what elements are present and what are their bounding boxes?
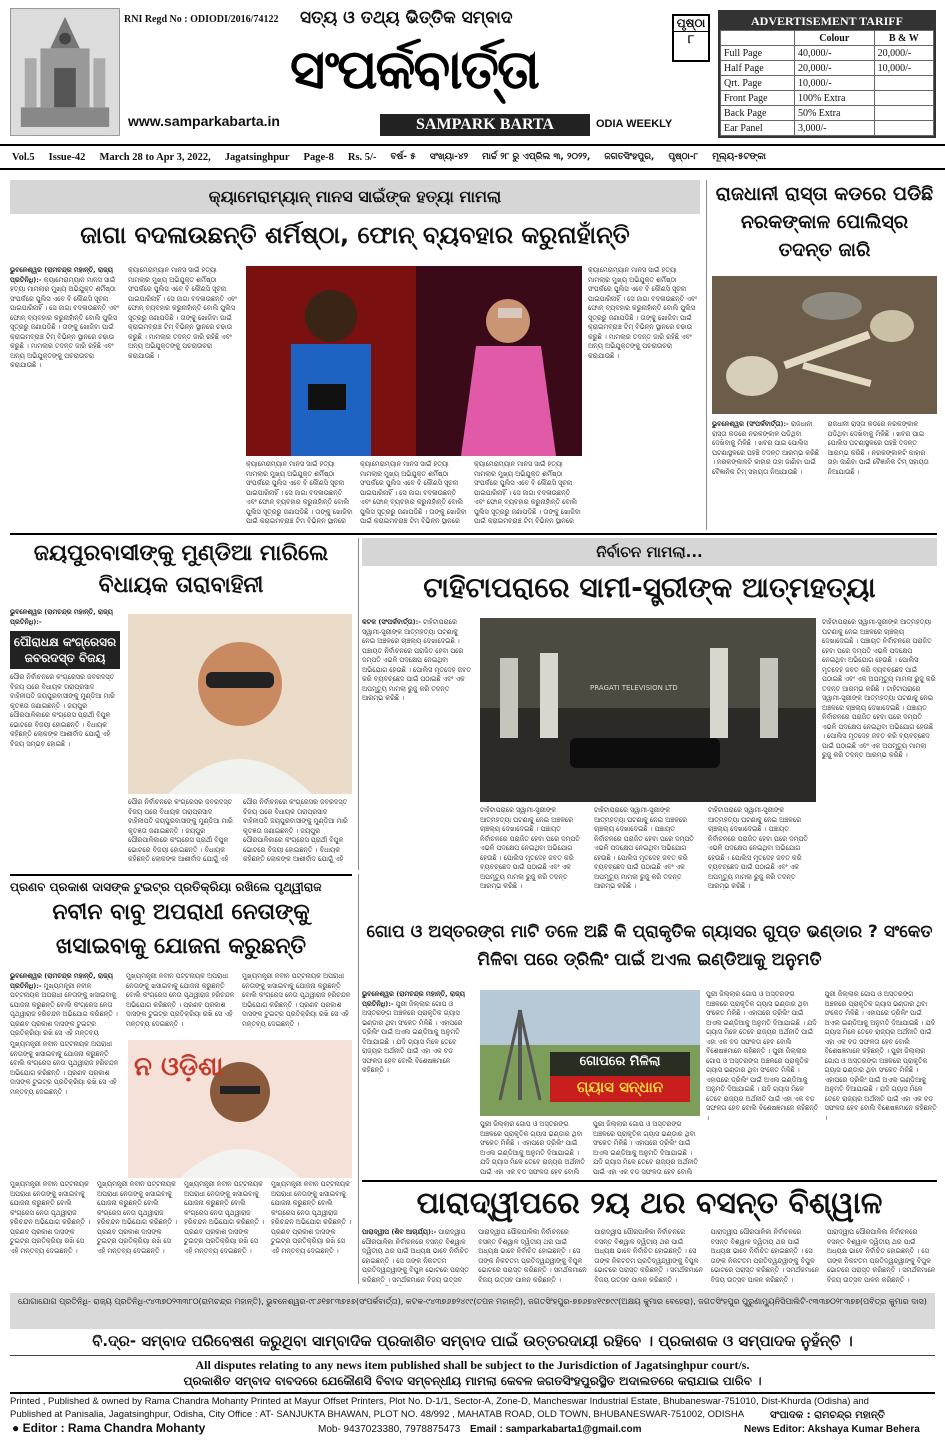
- body-text: ଟାହିଟାପରାରେ ସ୍ୱାମୀ-ସ୍ତ୍ରୀଙ୍କ ଆତ୍ମହତ୍ୟା ଘଟଣାକୁ ନେଇ ଅଞ୍ଚଳରେ ଚାଞ୍ଚଲ୍ୟ ଦେଖାଦେଇଛି । ପଞ୍ଚାୟତ ନିର୍ବାଚନରେ ପରାଜିତ ହେବା ପରେ ଦମ୍ପତି ଏଭଳି ପଦକ୍ଷେପ ନେଇଥିବା ଅଭିଯୋଗ ହେଉଛି । ପୋଲିସ ମୃତଦେହ ଜବତ କରି ବ୍ୟବଚ୍ଛେଦ ପାଇଁ ପଠାଇଛି ଏବଂ ଏକ ଅପମୃତ୍ୟୁ ମାମଲା ରୁଜୁ କରି ତଦନ୍ତ ଆରମ୍ଭ କରିଛି ।: [822, 618, 936, 693]
- body-text: ପୌର ନିର୍ବାଚନରେ କଂଗ୍ରେସର ଜବରଦସ୍ତ ବିଜୟ ପରେ ବିଧାୟକ ତାରାପ୍ରସାଦ ବାହିନୀପତି ଜୟପୁରବାସୀଙ୍କୁ ମୁଣ୍ଡିଆ ମାରି କୃତଜ୍ଞତା ଜଣାଇଛନ୍ତି । ଜୟପୁର ପୌରପାଳିକାରେ କଂଗ୍ରେସ ପ୍ରାର୍ଥୀ ବିପୁଳ ଭୋଟରେ ବିଜୟୀ ହୋଇଛନ୍ତି । ବିଧାୟକ କହିଛନ୍ତି ଲୋକଙ୍କ ଆଶୀର୍ବାଦ ଯୋଗୁଁ ଏହି ବିଜୟ ସମ୍ଭବ ହୋଇଛି ।: [10, 673, 115, 748]
- page-number: ୮: [687, 32, 695, 46]
- issue-date: March 28 to Apr 3, 2022,: [99, 151, 211, 163]
- odia-date: ମାର୍ଚ୍ଚ ୨୮ ରୁ ଏପ୍ରିଲ ୩, ୨୦୨୨,: [482, 152, 591, 162]
- mla-photo: [128, 614, 352, 794]
- news-editor-name: News Editor: Akshaya Kumar Behera: [744, 1424, 920, 1435]
- table-row: [721, 121, 934, 136]
- body-text: ପାରାଦ୍ୱୀପ ପୌରପାଳିକା ନିର୍ବାଚନରେ ବସନ୍ତ ବିଶ୍ୱାଳ ଦ୍ୱିତୀୟ ଥର ପାଇଁ ଅଧ୍ୟକ୍ଷ ଭାବେ ନିର୍ବାଚିତ ହୋଇଛନ୍ତି । ସେ ତାଙ୍କ ନିକଟତମ ପ୍ରତିଦ୍ୱନ୍ଦ୍ୱୀଙ୍କୁ ବିପୁଳ ଭୋଟରେ ପରାସ୍ତ କରିଛନ୍ତି । ସମର୍ଥକମାନେ ବିଜୟ ଉତ୍ସବ: [362, 1228, 469, 1284]
- photo-watermark: PRAGATI TELEVISION LTD: [590, 684, 678, 692]
- odia-place: ଜଗତସିଂହପୁର,: [604, 152, 655, 162]
- issue-info-bar: [0, 144, 945, 170]
- tariff-table: [720, 30, 934, 136]
- article-body-continued: [246, 460, 582, 524]
- body-text: ମୁଖ୍ୟମନ୍ତ୍ରୀ ନବୀନ ପଟ୍ଟନାୟକ ଅପରାଧୀ ନେତାଙ୍କୁ ଖସାଇବାକୁ ଯୋଜନା କରୁଛନ୍ତି ବୋଲି କଂଗ୍ରେସ ନେତା ପୃଥ୍ୱୀରାଜ ହରିଚନ୍ଦନ ଅଭିଯୋଗ କରିଛନ୍ତି । ପ୍ରଣବ ପ୍ରକାଶ ଦାସଙ୍କ ଟୁଇଟ୍‌ର ପ୍ରତିକ୍ରିୟା ରଖି ସେ ଏହି ମନ୍ତବ୍ୟ ଦେଇଛନ୍ତି ।: [97, 1180, 178, 1255]
- tariff-header: Colour: [794, 31, 874, 46]
- byline: ଭୁବନେଶ୍ୱର (ରାମଚନ୍ଦ୍ର ମହାନ୍ତି, ରାଜ୍ୟ ପ୍ରତିନିଧି):-: [10, 266, 113, 284]
- byline: ଭୁବନେଶ୍ୱର (ରାମଚନ୍ଦ୍ର ମହାନ୍ତି, ରାଜ୍ୟ ପ୍ରତିନିଧି):-: [10, 608, 113, 626]
- odia-weekly-label: ODIA WEEKLY: [596, 118, 673, 130]
- page-label: ପୃଷ୍ଠା: [674, 16, 708, 32]
- body-text: ରାଜଧାନୀ ରାସ୍ତା କଡରେ ନରକଙ୍କାଳ ପଡିଥିବା ଦେଖିବାକୁ ମିଳିଛି । ଖବର ପାଇ ପୋଲିସ ଘଟଣାସ୍ଥଳରେ ପହଞ୍ଚି ତଦନ୍ତ ଆରମ୍ଭ କରିଛି । ନରକଙ୍କାଳଟି କାହାର ତାହା ଜାଣିବା ପାଇଁ ବୈଜ୍ଞାନିକ ଟିମ୍ ସହାୟତା ନିଆଯାଉଛି ।: [712, 420, 820, 476]
- english-name-bar: SAMPARK BARTA: [380, 114, 590, 136]
- article-kicker: ପ୍ରଣବ ପ୍ରକାଶ ଦାସଙ୍କ ଟୁଇଟ୍‌ର ପ୍ରତିକ୍ରିୟା ରଖିଲେ ପୃଥ୍ୱୀରାଜ: [10, 874, 352, 896]
- body-text: ପାରାଦ୍ୱୀପ ପୌରପାଳିକା ନିର୍ବାଚନରେ ବସନ୍ତ ବିଶ୍ୱାଳ ଦ୍ୱିତୀୟ ଥର ପାଇଁ ଅଧ୍ୟକ୍ଷ ଭାବେ ନିର୍ବାଚିତ ହୋଇଛନ୍ତି । ସେ ତାଙ୍କ ନିକଟତମ ପ୍ରତିଦ୍ୱନ୍ଦ୍ୱୀଙ୍କୁ ବିପୁଳ ଭୋଟରେ ପରାସ୍ତ କରିଛନ୍ତି । ସମର୍ଥକମାନେ ବିଜୟ ଉତ୍ସବ ପାଳନ କରିଛନ୍ତି ।: [710, 1228, 820, 1284]
- article-body: [10, 608, 120, 864]
- skeleton-photo: [712, 276, 937, 414]
- footer: [0, 1290, 945, 1450]
- tariff-cell: [874, 91, 933, 106]
- table-row: [721, 106, 934, 121]
- photo-banner-text: ନ ଓଡ଼ିଶା: [134, 1052, 224, 1082]
- odia-year: ବର୍ଷ- ୫: [390, 152, 416, 162]
- prithviraj-photo: [128, 1040, 352, 1178]
- article-body-continued: [128, 798, 352, 864]
- article-body: [362, 618, 472, 910]
- suicide-scene-photo: [480, 618, 816, 802]
- editor-name: ● Editor : Rama Chandra Mohanty: [12, 1421, 206, 1435]
- body-text: ମୁଖ୍ୟମନ୍ତ୍ରୀ ନବୀନ ପଟ୍ଟନାୟକ ଅପରାଧୀ ନେତାଙ୍କୁ ଖସାଇବାକୁ ଯୋଜନା କରୁଛନ୍ତି ବୋଲି କଂଗ୍ରେସ ନେତା ପୃଥ୍ୱୀରାଜ ହରିଚନ୍ଦନ ଅଭିଯୋଗ କରିଛନ୍ତି । ପ୍ରଣବ ପ୍ରକାଶ ଦାସଙ୍କ ଟୁଇଟ୍‌ର ପ୍ରତିକ୍ରିୟା ରଖି ସେ ଏହି ମନ୍ତବ୍ୟ ଦେଇଛନ୍ତି ।: [184, 1180, 265, 1255]
- body-text: ପୁରୀ ଜିଲ୍ଲାର ଗୋପ ଓ ଅସ୍ତରଙ୍ଗ ଅଞ୍ଚଳରେ ପ୍ରାକୃତିକ ଗ୍ୟାସ ଭଣ୍ଡାର ଥିବା ସଂକେତ ମିଳିଛି । ଏହାପରେ ଡ୍ରିଲିଂ ପାଇଁ ଅଏଲ ଇଣ୍ଡିଆକୁ ଅନୁମତି ଦିଆଯାଇଛି । ଯଦି ଗ୍ୟାସ ମିଳେ ତେବେ ରାଜ୍ୟର ଅର୍ଥନୀତି ପାଇଁ ଏହା ଏକ ବଡ ସଫଳତା ହେବ ବୋଲି ବିଶେଷଜ୍ଞମାନେ କହିଛନ୍ତି ।: [706, 990, 817, 1055]
- body-text: ପୁରୀ ଜିଲ୍ଲାର ଗୋପ ଓ ଅସ୍ତରଙ୍ଗ ଅଞ୍ଚଳରେ ପ୍ରାକୃତିକ ଗ୍ୟାସ ଭଣ୍ଡାର ଥିବା ସଂକେତ ମିଳିଛି । ଏହାପରେ ଡ୍ରିଲିଂ ପାଇଁ ଅଏଲ ଇଣ୍ଡିଆକୁ ଅନୁମତି ଦିଆଯାଇଛି । ଯଦି ଗ୍ୟାସ ମିଳେ ତେବେ ରାଜ୍ୟର ଅର୍ଥନୀତି ପାଇଁ ଏହା ଏକ ବଡ ସଫଳତା ହେବ ବୋଲି ବିଶେଷଜ୍ଞମାନେ କହିଛନ୍ତି ।: [362, 999, 463, 1074]
- article-headline: ଗୋପ ଓ ଅସ୍ତରଙ୍ଗ ମାଟି ତଳେ ଅଛି କି ପ୍ରାକୃତିକ ଗ୍ୟାସର ଗୁପ୍ତ ଭଣ୍ଡାର ? ସଂକେତ ମିଳିବା ପରେ ଡ୍ରିଲିଂ ପାଇଁ ଅଏଲ ଇଣ୍ଡିଆକୁ ଅନୁମତି: [366, 922, 933, 970]
- gas-drilling-photo: [480, 990, 700, 1116]
- tariff-cell: [874, 121, 933, 136]
- article-headline: ରାଜଧାନୀ ରାସ୍ତା କଡରେ ପଡିଛି ନରକଙ୍କାଳ ପୋଲିସ୍‌ର ତଦନ୍ତ ଜାରି: [715, 183, 934, 261]
- article-kicker: କ୍ୟାମେରାମ୍ୟାନ୍ ମାନସ ସାଇଁଙ୍କ ହତ୍ୟା ମାମଲା: [10, 180, 700, 214]
- tariff-cell: 3,000/-: [794, 121, 874, 136]
- newspaper-logo: ସଂପର୍କବାର୍ତ୍ତା: [290, 38, 538, 101]
- article-headline: ଟାହିଟାପରାରେ ସାମୀ-ସ୍ତ୍ରୀଙ୍କ ଆତ୍ମହତ୍ୟା: [423, 571, 876, 604]
- article-body-right: [822, 618, 937, 910]
- body-text: ରାଜଧାନୀ ରାସ୍ତା କଡରେ ନରକଙ୍କାଳ ପଡିଥିବା ଦେଖିବାକୁ ମିଳିଛି । ଖବର ପାଇ ପୋଲିସ ଘଟଣାସ୍ଥଳରେ ପହଞ୍ଚି ତଦନ୍ତ ଆରମ୍ଭ କରିଛି । ନରକଙ୍କାଳଟି କାହାର ତାହା ଜାଣିବା ପାଇଁ ବୈଜ୍ଞାନିକ ଟିମ୍ ସହାୟତା ନିଆଯାଉଛି ।: [827, 420, 929, 476]
- article-headline: ଜୟପୁରବାସୀଙ୍କୁ ମୁଣ୍ଡିଆ ମାରିଲେ ବିଧାୟକ ତାରାବାହିନୀ: [33, 541, 329, 598]
- page-number-box: [672, 14, 710, 62]
- tariff-cell: 10,000/-: [794, 76, 874, 91]
- odia-editor-name: ସଂପାଦକ : ରାମଚନ୍ଦ୍ର ମହାନ୍ତି: [770, 1410, 885, 1421]
- body-text: ପୁରୀ ଜିଲ୍ଲାର ଗୋପ ଓ ଅସ୍ତରଙ୍ଗ ଅଞ୍ଚଳରେ ପ୍ରାକୃତିକ ଗ୍ୟାସ ଭଣ୍ଡାର ଥିବା ସଂକେତ ମିଳିଛି । ଏହାପରେ ଡ୍ରିଲିଂ ପାଇଁ ଅଏଲ ଇଣ୍ଡିଆକୁ ଅନୁମତି ଦିଆଯାଇଛି । ଯଦି ଗ୍ୟାସ ମିଳେ ତେବେ ରାଜ୍ୟର ଅର୍ଥନୀତି ପାଇଁ ଏହା ଏକ ବଡ ସଫଳତା ହେବ ବୋଲି: [480, 1120, 585, 1176]
- body-text: ଟାହିଟାପରାରେ ସ୍ୱାମୀ-ସ୍ତ୍ରୀଙ୍କ ଆତ୍ମହତ୍ୟା ଘଟଣାକୁ ନେଇ ଅଞ୍ଚଳରେ ଚାଞ୍ଚଲ୍ୟ ଦେଖାଦେଇଛି । ପଞ୍ଚାୟତ ନିର୍ବାଚନରେ ପରାଜିତ ହେବା ପରେ ଦମ୍ପତି ଏଭଳି ପଦକ୍ଷେପ ନେଇଥିବା ଅଭିଯୋଗ ହେଉଛି । ପୋଲିସ ମୃତଦେହ ଜବତ କରି ବ୍ୟବଚ୍ଛେଦ ପାଇଁ ପଠାଇଛି ଏବଂ ଏକ ଅପମୃତ୍ୟୁ ମାମଲା ରୁଜୁ କରି ତଦନ୍ତ ଆରମ୍ଭ କରିଛି ।: [822, 684, 934, 759]
- body-text: ମୁଖ୍ୟମନ୍ତ୍ରୀ ନବୀନ ପଟ୍ଟନାୟକ ଅପରାଧୀ ନେତାଙ୍କୁ ଖସାଇବାକୁ ଯୋଜନା କରୁଛନ୍ତି ବୋଲି କଂଗ୍ରେସ ନେତା ପୃଥ୍ୱୀରାଜ ହରିଚନ୍ଦନ ଅଭିଯୋଗ କରିଛନ୍ତି । ପ୍ରଣବ ପ୍ରକାଶ ଦାସଙ୍କ ଟୁଇଟ୍‌ର ପ୍ରତିକ୍ରିୟା ରଖି ସେ ଏହି ମନ୍ତବ୍ୟ ଦେଇଛନ୍ତି ।: [10, 1180, 91, 1255]
- article-body-right: [706, 990, 937, 1176]
- byline: ପାରାଦ୍ୱୀପ (ଶିବ ଆଚାର୍ଯ୍ୟ):-: [362, 1228, 437, 1236]
- tagline: ସତ୍ୟ ଓ ତଥ୍ୟ ଭିତ୍ତିକ ସମ୍ବାଦ: [300, 8, 513, 28]
- article-headline: ଜାଗା ବଦଳାଉଛନ୍ତି ଶର୍ମିଷ୍ଠା, ଫୋନ୍ ବ୍ୟବହାର କରୁନାହାଁନ୍ତି: [80, 221, 630, 249]
- imprint-line-1: Printed , Published & owned by Rama Chandra Mohanty Printed at Mayur Offset Printers, Plot No. D-1/1, Sector-A, Zone-D, Mancheswar Industrial Estate, Bhubaneswar-751010, Dist-Khurda (Odisha) and: [10, 1396, 869, 1407]
- byline: ଭୁବନେଶ୍ୱର (ରାମଚନ୍ଦ୍ର ମହାନ୍ତି, ରାଜ୍ୟ ପ୍ରତିନିଧି):-: [362, 990, 465, 1008]
- body-text: ପୁରୀ ଜିଲ୍ଲାର ଗୋପ ଓ ଅସ୍ତରଙ୍ଗ ଅଞ୍ଚଳରେ ପ୍ରାକୃତିକ ଗ୍ୟାସ ଭଣ୍ଡାର ଥିବା ସଂକେତ ମିଳିଛି । ଏହାପରେ ଡ୍ରିଲିଂ ପାଇଁ ଅଏଲ ଇଣ୍ଡିଆକୁ ଅନୁମତି ଦିଆଯାଇଛି । ଯଦି ଗ୍ୟାସ ମିଳେ ତେବେ ରାଜ୍ୟର ଅର୍ଥନୀତି ପାଇଁ ଏହା ଏକ ବଡ ସଫଳତା ହେବ ବୋଲି: [593, 1120, 698, 1176]
- article-body: [10, 266, 240, 524]
- body-text: ଟାହିଟାପରାରେ ସ୍ୱାମୀ-ସ୍ତ୍ରୀଙ୍କ ଆତ୍ମହତ୍ୟା ଘଟଣାକୁ ନେଇ ଅଞ୍ଚଳରେ ଚାଞ୍ଚଲ୍ୟ ଦେଖାଦେଇଛି । ପଞ୍ଚାୟତ ନିର୍ବାଚନରେ ପରାଜିତ ହେବା ପରେ ଦମ୍ପତି ଏଭଳି ପଦକ୍ଷେପ ନେଇଥିବା ଅଭିଯୋଗ ହେଉଛି । ପୋଲିସ ମୃତଦେହ ଜବତ କରି ବ୍ୟବଚ୍ଛେଦ ପାଇଁ ପଠାଇଛି ଏବଂ ଏକ ଅପମୃତ୍ୟୁ ମାମଲା ରୁଜୁ କରି ତଦନ୍ତ ଆରମ୍ଭ କରିଛି ।: [708, 806, 808, 890]
- article-jaypur: [10, 538, 352, 870]
- tariff-cell: 20,000/-: [874, 46, 933, 61]
- body-text: ଟାହିଟାପରାରେ ସ୍ୱାମୀ-ସ୍ତ୍ରୀଙ୍କ ଆତ୍ମହତ୍ୟା ଘଟଣାକୁ ନେଇ ଅଞ୍ଚଳରେ ଚାଞ୍ଚଲ୍ୟ ଦେଖାଦେଇଛି । ପଞ୍ଚାୟତ ନିର୍ବାଚନରେ ପରାଜିତ ହେବା ପରେ ଦମ୍ପତି ଏଭଳି ପଦକ୍ଷେପ ନେଇଥିବା ଅଭିଯୋଗ ହେଉଛି । ପୋଲିସ ମୃତଦେହ ଜବତ କରି ବ୍ୟବଚ୍ଛେଦ ପାଇଁ ପଠାଇଛି ଏବଂ ଏକ ଅପମୃତ୍ୟୁ ମାମଲା ରୁଜୁ କରି ତଦନ୍ତ ଆରମ୍ଭ କରିଛି ।: [362, 618, 472, 702]
- body-text: ମୁଖ୍ୟମନ୍ତ୍ରୀ ନବୀନ ପଟ୍ଟନାୟକ ଅପରାଧୀ ନେତାଙ୍କୁ ଖସାଇବାକୁ ଯୋଜନା କରୁଛନ୍ତି ବୋଲି କଂଗ୍ରେସ ନେତା ପୃଥ୍ୱୀରାଜ ହରିଚନ୍ଦନ ଅଭିଯୋଗ କରିଛନ୍ତି । ପ୍ରଣବ ପ୍ରକାଶ ଦାସଙ୍କ ଟୁଇଟ୍‌ର ପ୍ରତିକ୍ରିୟା ରଖି ସେ ଏହି ମନ୍ତବ୍ୟ ଦେଇଛନ୍ତି ।: [126, 972, 235, 1028]
- imprint-line-2: Published at Panisalia, Jagatsinghpur, Odisha, City Office : AT- SANJUKTA BHAWAN, PLOT NO. 48/992 , MAHATAB ROAD, OLD TOWN, BHUBANESWAR-751002, ODISHA: [10, 1409, 745, 1420]
- article-body-continued: [10, 1180, 352, 1280]
- article-cameraman: [10, 180, 700, 530]
- website-link[interactable]: www.samparkabarta.in: [128, 113, 280, 129]
- table-row: [721, 76, 934, 91]
- tariff-cell: Back Page: [721, 106, 795, 121]
- photo-banner-top: ଗୋପରେ ମିଳିଲା: [579, 1054, 661, 1069]
- photo-banner-bottom: ଗ୍ୟାସ ସନ୍ଧାନ: [576, 1078, 664, 1096]
- body-text: ମୁଖ୍ୟମନ୍ତ୍ରୀ ନବୀନ ପଟ୍ଟନାୟକ ଅପରାଧୀ ନେତାଙ୍କୁ ଖସାଇବାକୁ ଯୋଜନା କରୁଛନ୍ତି ବୋଲି କଂଗ୍ରେସ ନେତା ପୃଥ୍ୱୀରାଜ ହରିଚନ୍ଦନ ଅଭିଯୋଗ କରିଛନ୍ତି । ପ୍ରଣବ ପ୍ରକାଶ ଦାସଙ୍କ ଟୁଇଟ୍‌ର ପ୍ରତିକ୍ରିୟା ରଖି ସେ ଏହି ମନ୍ତବ୍ୟ ଦେଇଛନ୍ତି ।: [271, 1180, 352, 1255]
- tariff-cell: 50% Extra: [794, 106, 874, 121]
- article-body-continued: [480, 806, 816, 910]
- byline: ଭୁବନେଶ୍ୱର (ରାମଚନ୍ଦ୍ର ମହାନ୍ତି, ରାଜ୍ୟ ପ୍ରତିନିଧି):-: [10, 972, 113, 990]
- body-text: ପୁରୀ ଜିଲ୍ଲାର ଗୋପ ଓ ଅସ୍ତରଙ୍ଗ ଅଞ୍ଚଳରେ ପ୍ରାକୃତିକ ଗ୍ୟାସ ଭଣ୍ଡାର ଥିବା ସଂକେତ ମିଳିଛି । ଏହାପରେ ଡ୍ରିଲିଂ ପାଇଁ ଅଏଲ ଇଣ୍ଡିଆକୁ ଅନୁମତି ଦିଆଯାଇଛି । ଯଦି ଗ୍ୟାସ ମିଳେ ତେବେ ରାଜ୍ୟର ଅର୍ଥନୀତି ପାଇଁ ଏହା ଏକ ବଡ ସଫଳତା ହେବ ବୋଲି ବିଶେଷଜ୍ଞମାନେ କହିଛନ୍ତି ।: [824, 1047, 937, 1122]
- article-capital-skeleton: [712, 180, 937, 530]
- article-body: [362, 1228, 937, 1286]
- body-text: ମୁଖ୍ୟମନ୍ତ୍ରୀ ନବୀନ ପଟ୍ଟନାୟକ ଅପରାଧୀ ନେତାଙ୍କୁ ଖସାଇବାକୁ ଯୋଜନା କରୁଛନ୍ତି ବୋଲି କଂଗ୍ରେସ ନେତା ପୃଥ୍ୱୀରାଜ ହରିଚନ୍ଦନ ଅଭିଯୋଗ କରିଛନ୍ତି । ପ୍ରଣବ ପ୍ରକାଶ ଦାସଙ୍କ ଟୁଇଟ୍‌ର ପ୍ରତିକ୍ରିୟା ରଖି ସେ ଏହି ମନ୍ତବ୍ୟ: [10, 981, 118, 1037]
- tariff-header: B & W: [874, 31, 933, 46]
- body-text: ପୌର ନିର୍ବାଚନରେ କଂଗ୍ରେସର ଜବରଦସ୍ତ ବିଜୟ ପରେ ବିଧାୟକ ତାରାପ୍ରସାଦ ବାହିନୀପତି ଜୟପୁରବାସୀଙ୍କୁ ମୁଣ୍ଡିଆ ମାରି କୃତଜ୍ଞତା ଜଣାଇଛନ୍ତି । ଜୟପୁର ପୌରପାଳିକାରେ କଂଗ୍ରେସ ପ୍ରାର୍ଥୀ ବିପୁଳ ଭୋଟରେ ବିଜୟୀ ହୋଇଛନ୍ତି । ବିଧାୟକ କହିଛନ୍ତି ଲୋକଙ୍କ ଆଶୀର୍ବାଦ ଯୋଗୁଁ ଏହି: [243, 798, 348, 863]
- body-text: ମୁଖ୍ୟମନ୍ତ୍ରୀ ନବୀନ ପଟ୍ଟନାୟକ ଅପରାଧୀ ନେତାଙ୍କୁ ଖସାଇବାକୁ ଯୋଜନା କରୁଛନ୍ତି ବୋଲି କଂଗ୍ରେସ ନେତା ପୃଥ୍ୱୀରାଜ ହରିଚନ୍ଦନ ଅଭିଯୋଗ କରିଛନ୍ତି । ପ୍ରଣବ ପ୍ରକାଶ ଦାସଙ୍କ ଟୁଇଟ୍‌ର ପ୍ରତିକ୍ରିୟା ରଖି ସେ ଏହି ମନ୍ତବ୍ୟ ଦେଇଛନ୍ତି ।: [10, 1040, 119, 1096]
- tariff-title: ADVERTISEMENT TARIFF: [720, 12, 934, 30]
- body-text: କ୍ୟାମେରାମ୍ୟାନ ମାନସ ସାଇଁ ହତ୍ୟା ମାମଲାର ମୁଖ୍ୟ ଅଭିଯୁକ୍ତ ଶର୍ମିଷ୍ଠା ସଂପର୍କରେ ପୁଲିସ ଏବେ ବି କୌଣସି ସୂଚନା ପାଇପାରିନାହିଁ । ସେ ଜାଗା ବଦଳାଉଛନ୍ତି ଏବଂ ଫୋନ୍ ବ୍ୟବହାର କରୁନାହାଁନ୍ତି ବୋଲି ପୁଲିସ ସୂତ୍ରରୁ ଜଣାପଡିଛି । ତାଙ୍କୁ ଖୋଜିବା ପାଇଁ କ୍ରାଇମବ୍ରାଞ୍ଚ ଟିମ୍ ବିଭିନ୍ନ ସ୍ଥାନରେ ଚଢାଉ କରୁଛି । ମାମଲାର ତଦନ୍ତ ଜାରି ରହିଛି ଏବଂ ଅନ୍ୟ ଅଭିଯୁକ୍ତଙ୍କୁ ପଚରାଉଚରା କରାଯାଉଛି ।: [588, 266, 697, 360]
- byline: କଟକ (ସଂପର୍କବାର୍ତ୍ତା):-: [362, 618, 421, 626]
- article-pranab: [10, 874, 352, 1284]
- table-row: [721, 61, 934, 76]
- volume: Vol.5: [12, 151, 35, 163]
- tariff-header: [721, 31, 795, 46]
- body-text: ଟାହିଟାପରାରେ ସ୍ୱାମୀ-ସ୍ତ୍ରୀଙ୍କ ଆତ୍ମହତ୍ୟା ଘଟଣାକୁ ନେଇ ଅଞ୍ଚଳରେ ଚାଞ୍ଚଲ୍ୟ ଦେଖାଦେଇଛି । ପଞ୍ଚାୟତ ନିର୍ବାଚନରେ ପରାଜିତ ହେବା ପରେ ଦମ୍ପତି ଏଭଳି ପଦକ୍ଷେପ ନେଇଥିବା ଅଭିଯୋଗ ହେଉଛି । ପୋଲିସ ମୃତଦେହ ଜବତ କରି ବ୍ୟବଚ୍ଛେଦ ପାଇଁ ପଠାଇଛି ଏବଂ ଏକ ଅପମୃତ୍ୟୁ ମାମଲା ରୁଜୁ କରି ତଦନ୍ତ ଆରମ୍ଭ କରିଛି ।: [594, 806, 694, 890]
- article-body-continued: [480, 1120, 700, 1176]
- article-body-right: [588, 266, 700, 524]
- odia-price: ମୂଲ୍ୟ-୫ଟଙ୍କା: [712, 152, 766, 162]
- body-text: ଟାହିଟାପରାରେ ସ୍ୱାମୀ-ସ୍ତ୍ରୀଙ୍କ ଆତ୍ମହତ୍ୟା ଘଟଣାକୁ ନେଇ ଅଞ୍ଚଳରେ ଚାଞ୍ଚଲ୍ୟ ଦେଖାଦେଇଛି । ପଞ୍ଚାୟତ ନିର୍ବାଚନରେ ପରାଜିତ ହେବା ପରେ ଦମ୍ପତି ଏଭଳି ପଦକ୍ଷେପ ନେଇଥିବା ଅଭିଯୋଗ ହେଉଛି । ପୋଲିସ ମୃତଦେହ ଜବତ କରି ବ୍ୟବଚ୍ଛେଦ ପାଇଁ ପଠାଇଛି ଏବଂ ଏକ ଅପମୃତ୍ୟୁ ମାମଲା ରୁଜୁ କରି ତଦନ୍ତ ଆରମ୍ଭ କରିଛି ।: [480, 806, 580, 890]
- body-text: ପୁରୀ ଜିଲ୍ଲାର ଗୋପ ଓ ଅସ୍ତରଙ୍ଗ ଅଞ୍ଚଳରେ ପ୍ରାକୃତିକ ଗ୍ୟାସ ଭଣ୍ଡାର ଥିବା ସଂକେତ ମିଳିଛି । ଏହାପରେ ଡ୍ରିଲିଂ ପାଇଁ ଅଏଲ ଇଣ୍ଡିଆକୁ ଅନୁମତି ଦିଆଯାଇଛି । ଯଦି ଗ୍ୟାସ ମିଳେ ତେବେ ରାଜ୍ୟର ଅର୍ଥନୀତି ପାଇଁ ଏହା ଏକ ବଡ ସଫଳତା ହେବ ବୋଲି ବିଶେଷଜ୍ଞମାନେ କହିଛନ୍ତି ।: [824, 990, 936, 1055]
- body-text: କ୍ୟାମେରାମ୍ୟାନ ମାନସ ସାଇଁ ହତ୍ୟା ମାମଲାର ମୁଖ୍ୟ ଅଭିଯୁକ୍ତ ଶର୍ମିଷ୍ଠା ସଂପର୍କରେ ପୁଲିସ ଏବେ ବି କୌଣସି ସୂଚନା ପାଇପାରିନାହିଁ । ସେ ଜାଗା ବଦଳାଉଛନ୍ତି ଏବଂ ଫୋନ୍ ବ୍ୟବହାର କରୁନାହାଁନ୍ତି ବୋଲି ପୁଲିସ ସୂତ୍ରରୁ ଜଣାପଡିଛି । ତାଙ୍କୁ ଖୋଜିବା ପାଇଁ କ୍ରାଇମବ୍ରାଞ୍ଚ ଟିମ୍ ବିଭିନ୍ନ ସ୍ଥାନରେ: [360, 460, 467, 524]
- tariff-cell: 100% Extra: [794, 91, 874, 106]
- tariff-cell: 20,000/-: [794, 61, 874, 76]
- issue-number: Issue-42: [48, 151, 86, 163]
- jurisdiction-notice: All disputes relating to any news item published shall be subject to the Jurisdiction of Jagatsinghpur court/s.: [195, 1358, 750, 1372]
- body-text: ପୌର ନିର୍ବାଚନରେ କଂଗ୍ରେସର ଜବରଦସ୍ତ ବିଜୟ ପରେ ବିଧାୟକ ତାରାପ୍ରସାଦ ବାହିନୀପତି ଜୟପୁରବାସୀଙ୍କୁ ମୁଣ୍ଡିଆ ମାରି କୃତଜ୍ଞତା ଜଣାଇଛନ୍ତି । ଜୟପୁର ପୌରପାଳିକାରେ କଂଗ୍ରେସ ପ୍ରାର୍ଥୀ ବିପୁଳ ଭୋଟରେ ବିଜୟୀ ହୋଇଛନ୍ତି । ବିଧାୟକ କହିଛନ୍ତି ଲୋକଙ୍କ ଆଶୀର୍ବାଦ ଯୋଗୁଁ ଏହି: [128, 798, 233, 863]
- tariff-cell: 40,000/-: [794, 46, 874, 61]
- tariff-cell: [874, 76, 933, 91]
- body-text: ପାରାଦ୍ୱୀପ ପୌରପାଳିକା ନିର୍ବାଚନରେ ବସନ୍ତ ବିଶ୍ୱାଳ ଦ୍ୱିତୀୟ ଥର ପାଇଁ ଅଧ୍ୟକ୍ଷ ଭାବେ ନିର୍ବାଚିତ ହୋଇଛନ୍ତି । ସେ ତାଙ୍କ ନିକଟତମ ପ୍ରତିଦ୍ୱନ୍ଦ୍ୱୀଙ୍କୁ ବିପୁଳ ଭୋଟରେ ପରାସ୍ତ କରିଛନ୍ତି । ସମର୍ଥକମାନେ ବିଜୟ ଉତ୍ସବ ପାଳନ କରିଛନ୍ତି ।: [826, 1228, 936, 1284]
- contacts-strip: ଯୋଗାଯୋଗ ପ୍ରତିନିଧି- ରାଜ୍ୟ ପ୍ରତିନିଧି-୯୪୩୭୦୨୩୩୮୦(ରାମଚନ୍ଦ୍ର ମହାନ୍ତି), ଭୁବନେଶ୍ୱର-୯୮୬୧୭୮୩୭୫୭(ସଂପର୍କବାର୍ତ୍ତା), କଟକ-୯୪୩୭୬୭୨୪୯୯(ତପନ ମହାନ୍ତି), ଜଗତସିଂହପୁର-୭୭୬୭୪୧୯୭୯୯(ଅକ୍ଷୟ କୁମାର ବେହେରା), ଜଗତସିଂହପୁର ପୁରୁଣାମ୍ୟୁନିସିପାଲିଟି-୯୩୩୭୦୨୮୩୭୭(ପବିତ୍ର କୁମାର ଦାସ): [10, 1293, 935, 1329]
- byline: ଭୁବନେଶ୍ୱର (ସଂପର୍କବାର୍ତ୍ତା):-: [712, 420, 789, 428]
- disclaimer: ବି.ଦ୍ର- ସମ୍ବାଦ ପରିବେଷଣ କରୁଥିବା ସାମ୍ବାଦିକ ପ୍ରକାଶିତ ସମ୍ବାଦ ପାଇଁ ଉତ୍ତରଦାୟୀ ରହିବେ । ପ୍ରକାଶକ ଓ ସମ୍ପାଦକ ନୁହଁନ୍ତି ।: [10, 1332, 935, 1356]
- mobile-numbers: Mob- 9437023380, 7978875473: [318, 1424, 461, 1435]
- odia-issue: ସଂଖ୍ୟା-୪୨: [429, 152, 469, 162]
- article-gas-reserve: [362, 918, 937, 1178]
- body-text: ପାରାଦ୍ୱୀପ ପୌରପାଳିକା ନିର୍ବାଚନରେ ବସନ୍ତ ବିଶ୍ୱାଳ ଦ୍ୱିତୀୟ ଥର ପାଇଁ ଅଧ୍ୟକ୍ଷ ଭାବେ ନିର୍ବାଚିତ ହୋଇଛନ୍ତି । ସେ ତାଙ୍କ ନିକଟତମ ପ୍ରତିଦ୍ୱନ୍ଦ୍ୱୀଙ୍କୁ ବିପୁଳ ଭୋଟରେ ପରାସ୍ତ କରିଛନ୍ତି । ସମର୍ଥକମାନେ ବିଜୟ ଉତ୍ସବ ପାଳନ କରିଛନ୍ତି ।: [594, 1228, 703, 1284]
- rni-number: RNI Regd No : ODIODI/2016/74122: [124, 14, 279, 25]
- advertisement-tariff: [718, 10, 936, 138]
- body-text: କ୍ୟାମେରାମ୍ୟାନ ମାନସ ସାଇଁ ହତ୍ୟା ମାମଲାର ମୁଖ୍ୟ ଅଭିଯୁକ୍ତ ଶର୍ମିଷ୍ଠା ସଂପର୍କରେ ପୁଲିସ ଏବେ ବି କୌଣସି ସୂଚନା ପାଇପାରିନାହିଁ । ସେ ଜାଗା ବଦଳାଉଛନ୍ତି ଏବଂ ଫୋନ୍ ବ୍ୟବହାର କରୁନାହାଁନ୍ତି ବୋଲି ପୁଲିସ ସୂତ୍ରରୁ ଜଣାପଡିଛି । ତାଙ୍କୁ ଖୋଜିବା ପାଇଁ କ୍ରାଇମବ୍ରାଞ୍ଚ ଟିମ୍ ବିଭିନ୍ନ ସ୍ଥାନରେ: [246, 460, 353, 524]
- temple-emblem-image: [10, 8, 120, 136]
- article-headline: ନବୀନ ବାବୁ ଅପରାଧୀ ନେତାଙ୍କୁ ଖସାଇବାକୁ ଯୋଜନା କରୁଛନ୍ତି: [52, 900, 310, 959]
- inset-box: ପୌରାଧକ୍ଷ କଂଗ୍ରେସର ଜବରଦସ୍ତ ବିଜୟ: [10, 631, 120, 669]
- body-text: ପୁରୀ ଜିଲ୍ଲାର ଗୋପ ଓ ଅସ୍ତରଙ୍ଗ ଅଞ୍ଚଳରେ ପ୍ରାକୃତିକ ଗ୍ୟାସ ଭଣ୍ଡାର ଥିବା ସଂକେତ ମିଳିଛି । ଏହାପରେ ଡ୍ରିଲିଂ ପାଇଁ ଅଏଲ ଇଣ୍ଡିଆକୁ ଅନୁମତି ଦିଆଯାଇଛି । ଯଦି ଗ୍ୟାସ ମିଳେ ତେବେ ରାଜ୍ୟର ଅର୍ଥନୀତି ପାଇଁ ଏହା ଏକ ବଡ ସଫଳତା ହେବ ବୋଲି ବିଶେଷଜ୍ଞମାନେ କହିଛନ୍ତି ।: [706, 1047, 819, 1122]
- body-text: କ୍ୟାମେରାମ୍ୟାନ ମାନସ ସାଇଁ ହତ୍ୟା ମାମଲାର ମୁଖ୍ୟ ଅଭିଯୁକ୍ତ ଶର୍ମିଷ୍ଠା ସଂପର୍କରେ ପୁଲିସ ଏବେ ବି କୌଣସି ସୂଚନା ପାଇପାରିନାହିଁ । ସେ ଜାଗା ବଦଳାଉଛନ୍ତି ଏବଂ ଫୋନ୍ ବ୍ୟବହାର କରୁନାହାଁନ୍ତି ବୋଲି ପୁଲିସ ସୂତ୍ରରୁ ଜଣାପଡିଛି । ତାଙ୍କୁ ଖୋଜିବା ପାଇଁ କ୍ରାଇମବ୍ରାଞ୍ଚ ଟିମ୍ ବିଭିନ୍ନ ସ୍ଥାନରେ ଚଢାଉ କରୁଛି । ମାମଲାର ତଦନ୍ତ ଜାରି ରହିଛି ଏବଂ ଅନ୍ୟ ଅଭିଯୁକ୍ତଙ୍କୁ ପଚରାଉଚରା କରାଯାଉଛି ।: [10, 275, 119, 369]
- tariff-cell: Full Page: [721, 46, 795, 61]
- issue-price: Rs. 5/-: [347, 151, 377, 163]
- article-body: [362, 990, 474, 1176]
- body-text: ପାରାଦ୍ୱୀପ ପୌରପାଳିକା ନିର୍ବାଚନରେ ବସନ୍ତ ବିଶ୍ୱାଳ ଦ୍ୱିତୀୟ ଥର ପାଇଁ ଅଧ୍ୟକ୍ଷ ଭାବେ ନିର୍ବାଚିତ ହୋଇଛନ୍ତି । ସେ ତାଙ୍କ ନିକଟତମ ପ୍ରତିଦ୍ୱନ୍ଦ୍ୱୀଙ୍କୁ ବିପୁଳ ଭୋଟରେ ପରାସ୍ତ କରିଛନ୍ତି । ସମର୍ଥକମାନେ ବିଜୟ ଉତ୍ସବ ପାଳନ କରିଛନ୍ତି ।: [478, 1228, 587, 1284]
- issue-place: Jagatsinghpur: [224, 151, 290, 163]
- email-address[interactable]: Email : samparkabarta1@gmail.com: [470, 1424, 642, 1435]
- odia-page: ପୃଷ୍ଠା-୮: [668, 152, 699, 162]
- article-election-suicide: [362, 538, 937, 916]
- body-text: ମୁଖ୍ୟମନ୍ତ୍ରୀ ନବୀନ ପଟ୍ଟନାୟକ ଅପରାଧୀ ନେତାଙ୍କୁ ଖସାଇବାକୁ ଯୋଜନା କରୁଛନ୍ତି ବୋଲି କଂଗ୍ରେସ ନେତା ପୃଥ୍ୱୀରାଜ ହରିଚନ୍ଦନ ଅଭିଯୋଗ କରିଛନ୍ତି । ପ୍ରଣବ ପ୍ରକାଶ ଦାସଙ୍କ ଟୁଇଟ୍‌ର ପ୍ରତିକ୍ରିୟା ରଖି ସେ ଏହି ମନ୍ତବ୍ୟ ଦେଇଛନ୍ତି ।: [242, 972, 351, 1028]
- tariff-cell: Qrt. Page: [721, 76, 795, 91]
- article-headline: ପାରାଦ୍ୱୀପରେ ୨ୟ ଥର ବସନ୍ତ ବିଶ୍ୱାଳ: [416, 1186, 883, 1221]
- tariff-cell: Ear Panel: [721, 121, 795, 136]
- table-row: [721, 46, 934, 61]
- article-paradip: [362, 1184, 937, 1288]
- body-text: କ୍ୟାମେରାମ୍ୟାନ ମାନସ ସାଇଁ ହତ୍ୟା ମାମଲାର ମୁଖ୍ୟ ଅଭିଯୁକ୍ତ ଶର୍ମିଷ୍ଠା ସଂପର୍କରେ ପୁଲିସ ଏବେ ବି କୌଣସି ସୂଚନା ପାଇପାରିନାହିଁ । ସେ ଜାଗା ବଦଳାଉଛନ୍ତି ଏବଂ ଫୋନ୍ ବ୍ୟବହାର କରୁନାହାଁନ୍ତି ବୋଲି ପୁଲିସ ସୂତ୍ରରୁ ଜଣାପଡିଛି । ତାଙ୍କୁ ଖୋଜିବା ପାଇଁ କ୍ରାଇମବ୍ରାଞ୍ଚ ଟିମ୍ ବିଭିନ୍ନ ସ୍ଥାନରେ: [474, 460, 581, 524]
- tariff-cell: Front Page: [721, 91, 795, 106]
- article-kicker: ନିର୍ବାଚନ ମାମଲା...: [362, 538, 937, 566]
- odia-jurisdiction-notice: ପ୍ରକାଶିତ ସମ୍ବାଦ ବାବଦରେ ଯେକୌଣସି ବିବାଦ ସମ୍ବନ୍ଧୀୟ ମାମଲା କେବଳ ଜଗତସିଂହପୁରସ୍ଥିତ ଅଦାଲତରେ କରାଯାଇ ପାରିବ ।: [10, 1374, 935, 1394]
- tariff-cell: [874, 106, 933, 121]
- tariff-cell: 10,000/-: [874, 61, 933, 76]
- article-body: [10, 972, 352, 1038]
- table-row: [721, 91, 934, 106]
- article-body-left: [10, 1040, 120, 1150]
- cameraman-photo: [246, 266, 582, 456]
- body-text: କ୍ୟାମେରାମ୍ୟାନ ମାନସ ସାଇଁ ହତ୍ୟା ମାମଲାର ମୁଖ୍ୟ ଅଭିଯୁକ୍ତ ଶର୍ମିଷ୍ଠା ସଂପର୍କରେ ପୁଲିସ ଏବେ ବି କୌଣସି ସୂଚନା ପାଇପାରିନାହିଁ । ସେ ଜାଗା ବଦଳାଉଛନ୍ତି ଏବଂ ଫୋନ୍ ବ୍ୟବହାର କରୁନାହାଁନ୍ତି ବୋଲି ପୁଲିସ ସୂତ୍ରରୁ ଜଣାପଡିଛି । ତାଙ୍କୁ ଖୋଜିବା ପାଇଁ କ୍ରାଇମବ୍ରାଞ୍ଚ ଟିମ୍ ବିଭିନ୍ନ ସ୍ଥାନରେ ଚଢାଉ କରୁଛି । ମାମଲାର ତଦନ୍ତ ଜାରି ରହିଛି ଏବଂ ଅନ୍ୟ ଅଭିଯୁକ୍ତଙ୍କୁ ପଚରାଉଚରା କରାଯାଉଛି ।: [128, 266, 237, 360]
- issue-page: Page-8: [303, 151, 334, 163]
- tariff-cell: Half Page: [721, 61, 795, 76]
- article-body: [712, 420, 937, 530]
